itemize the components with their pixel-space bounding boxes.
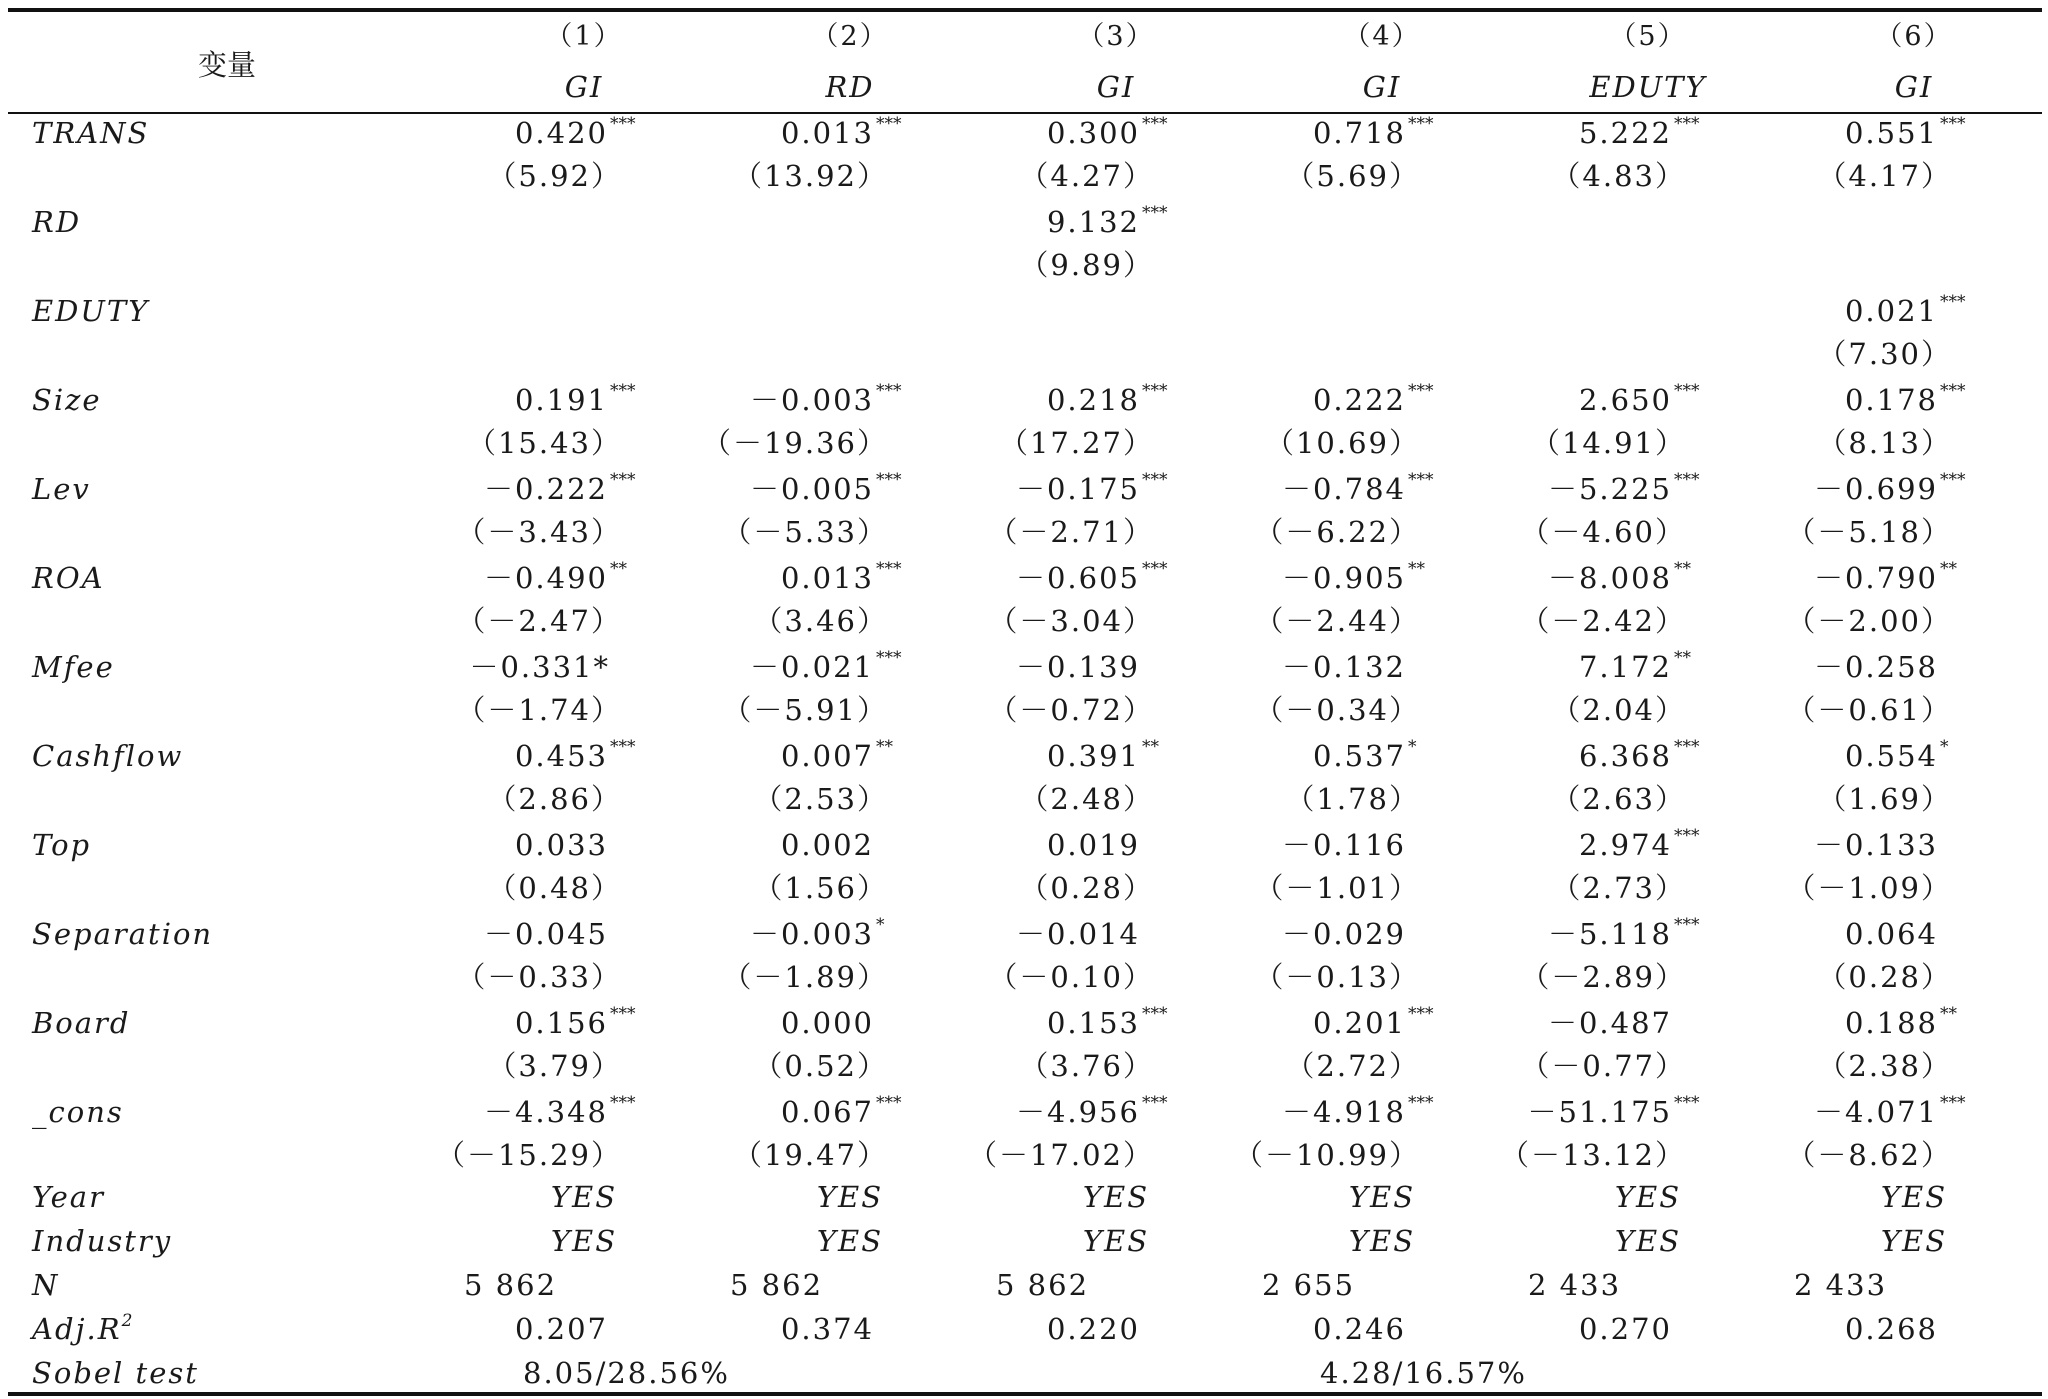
significance-stars: *** xyxy=(1408,381,1434,401)
coefficient-value: －4.918 xyxy=(1281,1095,1406,1129)
t-statistic: （－4.60） xyxy=(1520,515,1686,549)
t-statistic: （－2.42） xyxy=(1520,604,1686,638)
coefficient-value: 0.554 xyxy=(1844,739,1938,773)
t-statistic: （3.46） xyxy=(753,604,888,638)
coefficient xyxy=(781,1095,874,1129)
coefficient-value: －0.784 xyxy=(1281,472,1406,506)
significance-stars: ** xyxy=(1674,559,1691,579)
coefficient-value: 0.201 xyxy=(1312,1006,1406,1040)
t-statistic: （－8.62） xyxy=(1786,1138,1952,1172)
coefficient-value: 2.650 xyxy=(1578,383,1672,417)
coefficient-value: －0.699 xyxy=(1813,472,1938,506)
adj-r2-value: 0.207 xyxy=(514,1312,608,1346)
coefficient-value: －5.225 xyxy=(1547,472,1672,506)
t-statistic: （－19.36） xyxy=(701,426,888,460)
coefficient xyxy=(1047,116,1140,150)
coefficient xyxy=(1016,650,1140,684)
significance-stars: *** xyxy=(1142,1004,1168,1024)
t-statistic: （13.92） xyxy=(732,159,888,193)
coefficient-value: －0.021 xyxy=(749,650,874,684)
coefficient-value: －4.071 xyxy=(1813,1095,1938,1129)
t-statistic: （－3.04） xyxy=(988,604,1154,638)
coefficient xyxy=(750,472,874,506)
t-statistic: （9.89） xyxy=(1019,248,1154,282)
coefficient xyxy=(484,917,608,951)
t-statistic: （0.48） xyxy=(487,871,622,905)
coefficient-value: 7.172 xyxy=(1578,650,1672,684)
coefficient xyxy=(469,650,608,684)
coefficient-value: －0.005 xyxy=(749,472,874,506)
coefficient-value: 0.420 xyxy=(514,116,608,150)
coefficient xyxy=(1313,1006,1406,1040)
t-statistic: （2.72） xyxy=(1285,1049,1420,1083)
year-value: YES xyxy=(1082,1180,1150,1214)
n-label: N xyxy=(32,1268,60,1302)
column-number: （4） xyxy=(1343,21,1421,52)
row-label: _cons xyxy=(32,1095,124,1129)
column-number: （2） xyxy=(811,21,889,52)
coefficient-value: 9.132 xyxy=(1046,205,1140,239)
coefficient xyxy=(484,1095,608,1129)
coefficient xyxy=(1845,294,1938,328)
t-statistic: （－0.33） xyxy=(456,960,622,994)
adj-r2-value: 0.268 xyxy=(1844,1312,1938,1346)
coefficient-value: －0.487 xyxy=(1547,1006,1672,1040)
row-label: Cashflow xyxy=(32,739,184,773)
industry-label: Industry xyxy=(32,1224,173,1258)
t-statistic: （－2.47） xyxy=(456,604,622,638)
coefficient xyxy=(515,383,608,417)
coefficient-value: －0.790 xyxy=(1813,561,1938,595)
variable-header: 变量 xyxy=(198,48,257,82)
t-statistic: （－2.89） xyxy=(1520,960,1686,994)
coefficient-value: 0.033 xyxy=(514,828,608,862)
significance-stars: *** xyxy=(876,559,902,579)
coefficient xyxy=(1548,472,1672,506)
coefficient xyxy=(1845,1006,1938,1040)
coefficient-value: －0.905 xyxy=(1281,561,1406,595)
significance-stars: ** xyxy=(876,737,893,757)
significance-stars: *** xyxy=(1674,114,1700,134)
t-statistic: （4.27） xyxy=(1019,159,1154,193)
coefficient-value: 0.021 xyxy=(1844,294,1938,328)
coefficient xyxy=(1047,205,1140,239)
t-statistic: （3.79） xyxy=(487,1049,622,1083)
t-statistic: （10.69） xyxy=(1264,426,1420,460)
significance-stars: *** xyxy=(1408,470,1434,490)
t-statistic: （－2.71） xyxy=(988,515,1154,549)
row-label: Separation xyxy=(32,917,214,951)
significance-stars: *** xyxy=(1674,1093,1700,1113)
significance-stars: *** xyxy=(1142,114,1168,134)
adj-r2-value: 0.270 xyxy=(1578,1312,1672,1346)
significance-stars: *** xyxy=(876,1093,902,1113)
coefficient xyxy=(1282,1095,1406,1129)
sobel-label: Sobel test xyxy=(32,1356,199,1390)
t-statistic: （－5.91） xyxy=(722,693,888,727)
coefficient-value: －0.003 xyxy=(749,917,874,951)
row-label: ROA xyxy=(32,561,105,595)
t-statistic: （2.73） xyxy=(1551,871,1686,905)
coefficient-value: 5.222 xyxy=(1578,116,1672,150)
t-statistic: （8.13） xyxy=(1817,426,1952,460)
coefficient-value: 6.368 xyxy=(1578,739,1672,773)
coefficient xyxy=(1016,561,1140,595)
t-statistic: （－0.61） xyxy=(1786,693,1952,727)
significance-stars: *** xyxy=(1940,381,1966,401)
n-value: 2 433 xyxy=(1794,1268,1888,1302)
t-statistic: （－2.00） xyxy=(1786,604,1952,638)
significance-stars: ** xyxy=(1408,559,1425,579)
t-statistic: （－0.13） xyxy=(1254,960,1420,994)
t-statistic: （0.52） xyxy=(753,1049,888,1083)
significance-stars: *** xyxy=(876,470,902,490)
coefficient xyxy=(781,828,874,862)
coefficient xyxy=(1313,739,1406,773)
adj-r2-value: 0.220 xyxy=(1046,1312,1140,1346)
coefficient-value: －0.116 xyxy=(1281,828,1406,862)
t-statistic: （－0.77） xyxy=(1520,1049,1686,1083)
adj-r2-label: $Adj.R^2$ xyxy=(32,1311,133,1346)
t-statistic: （7.30） xyxy=(1817,337,1952,371)
coefficient xyxy=(1579,116,1672,150)
industry-value: YES xyxy=(1082,1224,1150,1258)
significance-stars: *** xyxy=(1142,1093,1168,1113)
significance-stars: *** xyxy=(1674,381,1700,401)
row-label: Board xyxy=(32,1006,131,1040)
t-statistic: （－15.29） xyxy=(435,1138,622,1172)
n-value: 5 862 xyxy=(730,1268,824,1302)
significance-stars: *** xyxy=(1408,1093,1434,1113)
coefficient xyxy=(1814,561,1938,595)
t-statistic: （2.63） xyxy=(1551,782,1686,816)
coefficient xyxy=(1548,1006,1672,1040)
coefficient xyxy=(1528,1095,1672,1129)
dependent-variable: GI xyxy=(1894,70,1934,104)
significance-stars: ** xyxy=(1940,559,1957,579)
significance-stars: *** xyxy=(1940,114,1966,134)
t-statistic: （0.28） xyxy=(1019,871,1154,905)
significance-stars: * xyxy=(1940,737,1949,757)
significance-stars: *** xyxy=(610,470,636,490)
t-statistic: （4.83） xyxy=(1551,159,1686,193)
bottom-rule xyxy=(8,1392,2042,1396)
coefficient-value: 0.064 xyxy=(1844,917,1938,951)
t-statistic: （17.27） xyxy=(998,426,1154,460)
row-label: Size xyxy=(32,383,102,417)
coefficient-value: －5.118 xyxy=(1547,917,1672,951)
t-statistic: （15.43） xyxy=(466,426,622,460)
t-statistic: （1.78） xyxy=(1285,782,1420,816)
significance-stars: *** xyxy=(1408,1004,1434,1024)
coefficient xyxy=(1047,1006,1140,1040)
t-statistic: （－1.89） xyxy=(722,960,888,994)
coefficient xyxy=(1047,739,1140,773)
t-statistic: （－6.22） xyxy=(1254,515,1420,549)
significance-stars: *** xyxy=(876,381,902,401)
coefficient-value: －4.348 xyxy=(483,1095,608,1129)
coefficient-value: －0.258 xyxy=(1813,650,1938,684)
sobel-value: 8.05/28.56% xyxy=(523,1356,730,1390)
significance-stars: *** xyxy=(1142,470,1168,490)
coefficient xyxy=(750,650,874,684)
coefficient-value: 0.007 xyxy=(780,739,874,773)
t-statistic: （－13.12） xyxy=(1499,1138,1686,1172)
t-statistic: （－10.99） xyxy=(1233,1138,1420,1172)
significance-stars: *** xyxy=(1408,114,1434,134)
coefficient xyxy=(1016,917,1140,951)
coefficient-value: 0.391 xyxy=(1046,739,1140,773)
coefficient xyxy=(1814,650,1938,684)
t-statistic: （14.91） xyxy=(1530,426,1686,460)
coefficient xyxy=(1579,650,1672,684)
coefficient-value: －0.605 xyxy=(1015,561,1140,595)
significance-stars: *** xyxy=(1674,737,1700,757)
coefficient-value: 0.178 xyxy=(1844,383,1938,417)
coefficient xyxy=(1814,1095,1938,1129)
significance-stars: *** xyxy=(610,1004,636,1024)
coefficient-value: －0.490 xyxy=(483,561,608,595)
coefficient xyxy=(1548,917,1672,951)
significance-stars: *** xyxy=(1142,559,1168,579)
t-statistic: （－5.18） xyxy=(1786,515,1952,549)
t-statistic: （－2.44） xyxy=(1254,604,1420,638)
coefficient xyxy=(1313,116,1406,150)
coefficient-value: 0.218 xyxy=(1046,383,1140,417)
coefficient-value: 0.013 xyxy=(780,561,874,595)
t-statistic: （2.86） xyxy=(487,782,622,816)
coefficient xyxy=(1282,561,1406,595)
adj-r2-value: 0.246 xyxy=(1312,1312,1406,1346)
n-value: 2 655 xyxy=(1262,1268,1356,1302)
coefficient-value: －0.014 xyxy=(1015,917,1140,951)
coefficient-value: －0.139 xyxy=(1015,650,1140,684)
significance-stars: *** xyxy=(610,114,636,134)
coefficient-value: 0.153 xyxy=(1046,1006,1140,1040)
coefficient xyxy=(515,116,608,150)
row-label: TRANS xyxy=(32,116,150,150)
significance-stars: *** xyxy=(1940,1093,1966,1113)
coefficient-value: 0.188 xyxy=(1844,1006,1938,1040)
coefficient-value: －8.008 xyxy=(1547,561,1672,595)
coefficient-value: －0.045 xyxy=(483,917,608,951)
industry-value: YES xyxy=(1348,1224,1416,1258)
coefficient xyxy=(1548,561,1672,595)
t-statistic: （2.38） xyxy=(1817,1049,1952,1083)
coefficient xyxy=(1814,472,1938,506)
year-value: YES xyxy=(816,1180,884,1214)
t-statistic: （2.04） xyxy=(1551,693,1686,727)
coefficient-value: 0.453 xyxy=(514,739,608,773)
coefficient xyxy=(750,383,874,417)
t-statistic: （－1.09） xyxy=(1786,871,1952,905)
coefficient xyxy=(1579,739,1672,773)
significance-stars: *** xyxy=(1674,470,1700,490)
coefficient-value: 0.019 xyxy=(1046,828,1140,862)
coefficient xyxy=(781,739,874,773)
coefficient xyxy=(1016,472,1140,506)
coefficient-value: 0.718 xyxy=(1312,116,1406,150)
coefficient-value: －0.133 xyxy=(1813,828,1938,862)
coefficient-value: －0.132 xyxy=(1281,650,1406,684)
coefficient xyxy=(1047,383,1140,417)
t-statistic: （1.56） xyxy=(753,871,888,905)
row-label: Top xyxy=(32,828,92,862)
coefficient-value: 0.156 xyxy=(514,1006,608,1040)
year-value: YES xyxy=(1880,1180,1948,1214)
t-statistic: （4.17） xyxy=(1817,159,1952,193)
coefficient-value: －51.175 xyxy=(1527,1095,1672,1129)
coefficient xyxy=(1016,1095,1140,1129)
coefficient xyxy=(750,917,874,951)
t-statistic: （－17.02） xyxy=(967,1138,1154,1172)
column-number: （6） xyxy=(1875,21,1953,52)
t-statistic: （1.69） xyxy=(1817,782,1952,816)
coefficient xyxy=(515,828,608,862)
column-number: （3） xyxy=(1077,21,1155,52)
t-statistic: （5.69） xyxy=(1285,159,1420,193)
coefficient-value: 0.300 xyxy=(1046,116,1140,150)
coefficient xyxy=(1579,383,1672,417)
row-label: RD xyxy=(32,205,82,239)
t-statistic: （－0.72） xyxy=(988,693,1154,727)
header-rule xyxy=(8,112,2042,114)
significance-stars: *** xyxy=(1940,292,1966,312)
coefficient-value: －0.175 xyxy=(1015,472,1140,506)
coefficient-value: －0.003 xyxy=(749,383,874,417)
dependent-variable: EDUTY xyxy=(1589,70,1707,104)
column-number: （1） xyxy=(545,21,623,52)
coefficient xyxy=(1282,917,1406,951)
coefficient-value: 0.002 xyxy=(780,828,874,862)
coefficient-value: 0.067 xyxy=(780,1095,874,1129)
significance-stars: *** xyxy=(1674,915,1700,935)
coefficient-value: 0.551 xyxy=(1844,116,1938,150)
coefficient xyxy=(1047,828,1140,862)
significance-stars: *** xyxy=(876,648,902,668)
superscript: 2 xyxy=(121,1311,133,1331)
year-label: Year xyxy=(32,1180,105,1214)
industry-value: YES xyxy=(1614,1224,1682,1258)
coefficient-value: 0.222 xyxy=(1312,383,1406,417)
top-rule xyxy=(8,8,2042,12)
t-statistic: （－1.74） xyxy=(456,693,622,727)
dependent-variable: GI xyxy=(564,70,604,104)
coefficient xyxy=(1313,383,1406,417)
coefficient xyxy=(1282,828,1406,862)
t-statistic: （19.47） xyxy=(732,1138,888,1172)
significance-mark: * xyxy=(593,650,608,684)
t-statistic: （2.53） xyxy=(753,782,888,816)
n-value: 5 862 xyxy=(996,1268,1090,1302)
coefficient xyxy=(515,739,608,773)
n-value: 2 433 xyxy=(1528,1268,1622,1302)
significance-stars: ** xyxy=(1940,1004,1957,1024)
coefficient-value: 0.191 xyxy=(514,383,608,417)
coefficient xyxy=(781,1006,874,1040)
column-number: （5） xyxy=(1609,21,1687,52)
significance-stars: *** xyxy=(1674,826,1700,846)
significance-stars: * xyxy=(1408,737,1417,757)
coefficient xyxy=(515,1006,608,1040)
t-statistic: （2.48） xyxy=(1019,782,1154,816)
coefficient-value: －4.956 xyxy=(1015,1095,1140,1129)
coefficient xyxy=(1282,650,1406,684)
coefficient xyxy=(1845,383,1938,417)
row-label: EDUTY xyxy=(32,294,150,328)
n-value: 5 862 xyxy=(464,1268,558,1302)
coefficient-value: 0.537 xyxy=(1312,739,1406,773)
t-statistic: （0.28） xyxy=(1817,960,1952,994)
coefficient-value: －0.222 xyxy=(483,472,608,506)
year-value: YES xyxy=(1348,1180,1416,1214)
coefficient xyxy=(484,472,608,506)
t-statistic: （－0.10） xyxy=(988,960,1154,994)
t-statistic: （－3.43） xyxy=(456,515,622,549)
significance-stars: *** xyxy=(610,381,636,401)
year-value: YES xyxy=(1614,1180,1682,1214)
significance-stars: *** xyxy=(1142,381,1168,401)
t-statistic: （5.92） xyxy=(487,159,622,193)
year-value: YES xyxy=(550,1180,618,1214)
significance-stars: ** xyxy=(1142,737,1159,757)
t-statistic: （－0.34） xyxy=(1254,693,1420,727)
coefficient-value: 2.974 xyxy=(1578,828,1672,862)
coefficient-value: －0.029 xyxy=(1281,917,1406,951)
t-statistic: （－5.33） xyxy=(722,515,888,549)
significance-stars: *** xyxy=(1142,203,1168,223)
coefficient xyxy=(484,561,608,595)
coefficient-value: 0.000 xyxy=(780,1006,874,1040)
row-label: Lev xyxy=(32,472,91,506)
industry-value: YES xyxy=(1880,1224,1948,1258)
significance-stars: ** xyxy=(1674,648,1691,668)
significance-stars: *** xyxy=(610,737,636,757)
industry-value: YES xyxy=(550,1224,618,1258)
coefficient xyxy=(781,561,874,595)
significance-stars: ** xyxy=(610,559,627,579)
dependent-variable: GI xyxy=(1362,70,1402,104)
row-label: Mfee xyxy=(32,650,115,684)
coefficient xyxy=(781,116,874,150)
coefficient-value: 0.013 xyxy=(780,116,874,150)
dependent-variable: RD xyxy=(825,70,875,104)
significance-stars: *** xyxy=(1940,470,1966,490)
dependent-variable: GI xyxy=(1096,70,1136,104)
adj-r2-value: 0.374 xyxy=(780,1312,874,1346)
t-statistic: （3.76） xyxy=(1019,1049,1154,1083)
significance-stars: *** xyxy=(876,114,902,134)
coefficient xyxy=(1845,116,1938,150)
significance-stars: * xyxy=(876,915,885,935)
coefficient-value: －0.331 xyxy=(469,650,594,684)
coefficient xyxy=(1845,917,1938,951)
sobel-value: 4.28/16.57% xyxy=(1320,1356,1527,1390)
coefficient xyxy=(1845,739,1938,773)
significance-stars: *** xyxy=(610,1093,636,1113)
coefficient xyxy=(1814,828,1938,862)
coefficient xyxy=(1579,828,1672,862)
coefficient xyxy=(1282,472,1406,506)
t-statistic: （－1.01） xyxy=(1254,871,1420,905)
industry-value: YES xyxy=(816,1224,884,1258)
